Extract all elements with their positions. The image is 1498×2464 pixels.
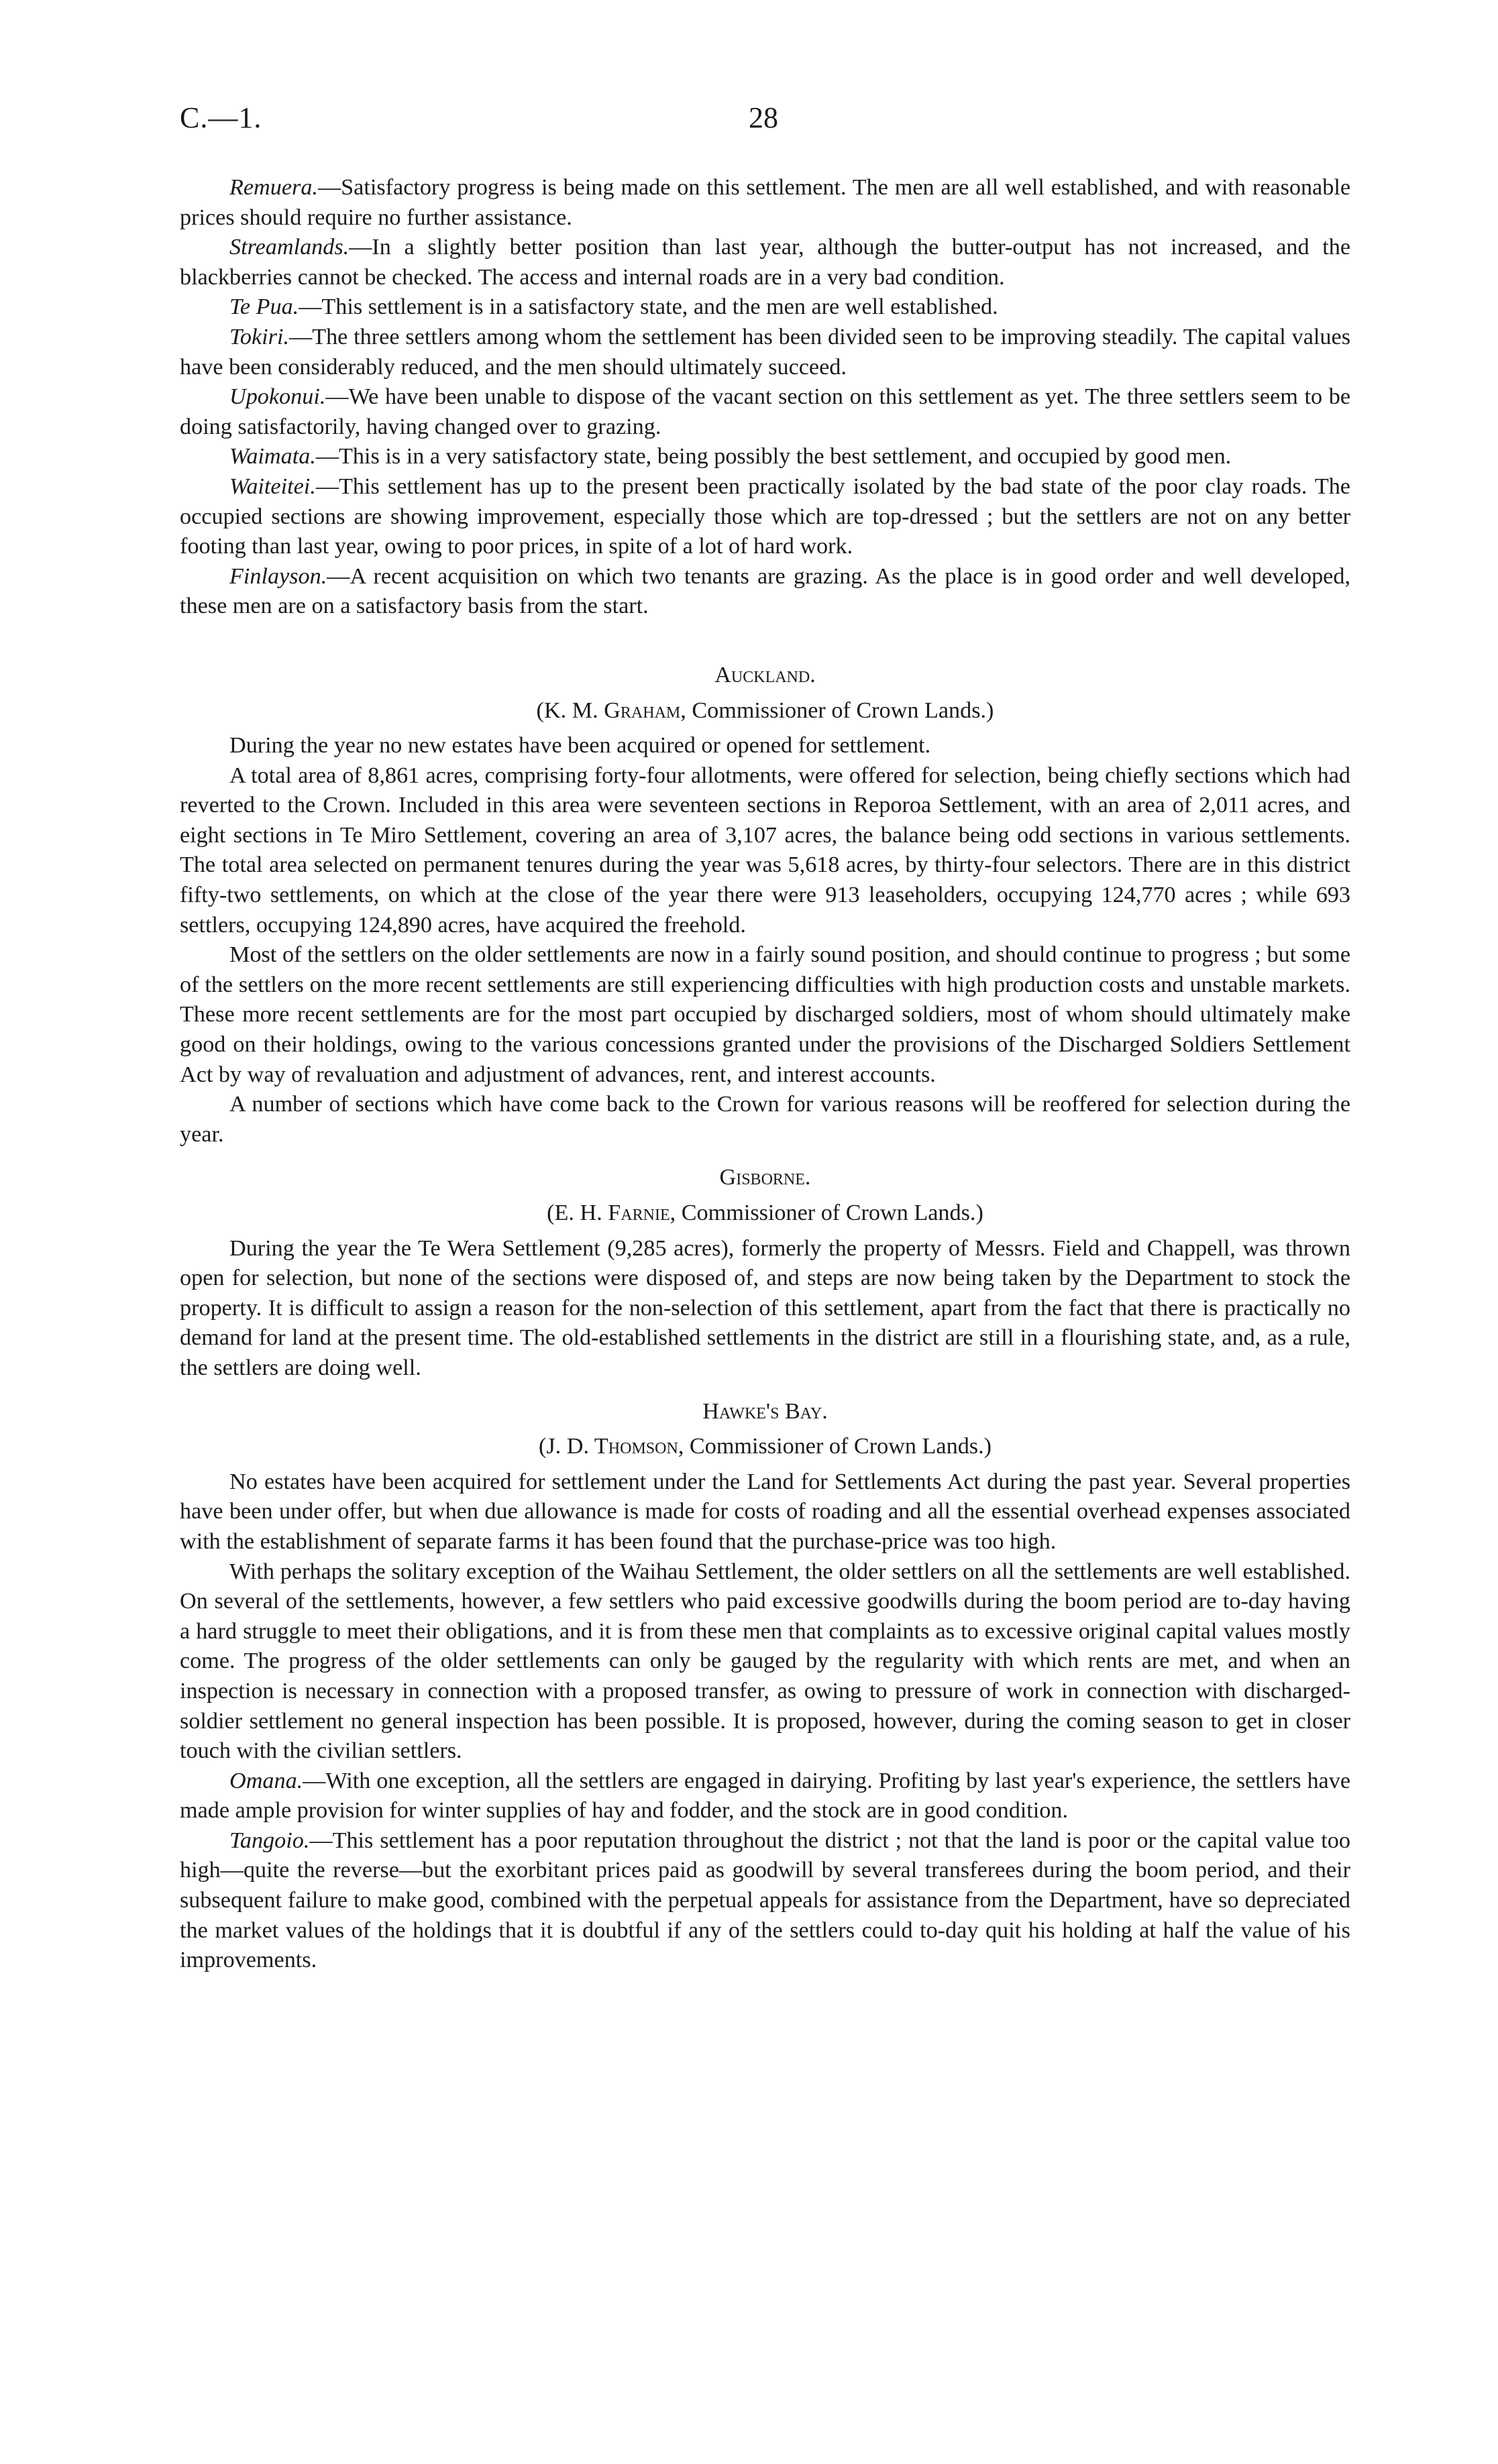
section-spacer bbox=[180, 1462, 1350, 1467]
paragraph: No estates have been acquired for settlement under the Land for Settlements Act during the past year. Several properties have been under offer, but when due allowance is made for costs of roading and all the essential overhead expenses associated with the establishment of separate farms it has been found that the purchase-price was too high. bbox=[180, 1469, 1350, 1554]
settlement-name: Upokonui. bbox=[229, 384, 326, 410]
section-heading-hawkes-bay: Hawke's Bay. bbox=[702, 1398, 828, 1424]
section-spacer bbox=[180, 726, 1350, 731]
settlement-text: —This settlement is in a satisfactory state, and the men are well established. bbox=[299, 294, 998, 320]
settlement-paragraph bbox=[180, 323, 1350, 382]
settlement-name: Waiteitei. bbox=[229, 473, 316, 499]
settlement-name: Remuera. bbox=[229, 175, 318, 200]
settlement-text: —With one exception, all the settlers are engaged in dairying. Profiting by last year's experience, the settlers have made ample provision for winter supplies of hay and fodder, and the stock are in good condition. bbox=[180, 1768, 1350, 1824]
settlement-paragraph bbox=[180, 233, 1350, 292]
byline-title: , Commissioner of Crown Lands.) bbox=[678, 1434, 992, 1459]
settlement-paragraph bbox=[180, 382, 1350, 442]
byline-open: ( bbox=[536, 697, 544, 723]
page-header bbox=[180, 101, 1354, 141]
section-heading-auckland: Auckland. bbox=[714, 662, 816, 687]
settlement-paragraph bbox=[180, 1767, 1350, 1826]
page-number: 28 bbox=[749, 101, 778, 134]
document-reference: C.—1. bbox=[180, 101, 262, 134]
settlement-text: —This settlement has up to the present been practically isolated by the bad state of the poor clay roads. The occupied sections are showing improvement, especially those which are top-dressed ; but the settlers are not on any better footing than last year, owing to poor prices, in spite of a lot of hard work. bbox=[180, 473, 1350, 559]
section-spacer bbox=[180, 1426, 1350, 1432]
byline-title: , Commissioner of Crown Lands.) bbox=[670, 1200, 983, 1225]
settlement-paragraph bbox=[180, 562, 1350, 622]
section-spacer bbox=[180, 622, 1350, 661]
settlement-paragraph bbox=[180, 472, 1350, 562]
section-heading-gisborne: Gisborne. bbox=[719, 1165, 811, 1190]
commissioner-byline bbox=[180, 1432, 1350, 1462]
settlement-text: —This settlement has a poor reputation throughout the district ; not that the land is poor or the capital value too high—quite the reverse—but the exorbitant prices paid as goodwill by several transferees during the boom period, and their subsequent failure to make good, combined with the perpetual appeals for assistance from the Department, have so depreciated the market values of the holdings that it is doubtful if any of the settlers could to-day quit his holding at half the value of his improvements. bbox=[180, 1828, 1350, 1973]
settlement-text: —This is in a very satisfactory state, being possibly the best settlement, and occupied by good men. bbox=[315, 444, 1232, 469]
section-spacer bbox=[180, 1229, 1350, 1234]
commissioner-name: K. M. Graham bbox=[543, 697, 681, 723]
body-text bbox=[180, 173, 1350, 1976]
settlement-name: Omana. bbox=[229, 1768, 303, 1793]
settlement-name: Te Pua. bbox=[229, 294, 299, 320]
paragraph: During the year the Te Wera Settlement (9,285 acres), formerly the property of Messrs. Field and Chappell, was thrown open for selection, but none of the sections were disposed of, and steps are now being taken by the Department to stock the property. It is difficult to assign a reason for the non-selection of this settlement, apart from the fact that there is practically no demand for land at the present time. The old-established settlements in the district are still in a flourishing state, and, as a rule, the settlers are doing well. bbox=[180, 1235, 1350, 1380]
settlement-name: Finlayson. bbox=[229, 563, 327, 589]
paragraph: During the year no new estates have been acquired or opened for settlement. bbox=[229, 733, 931, 759]
byline-title: , Commissioner of Crown Lands.) bbox=[680, 697, 994, 723]
settlement-name: Tokiri. bbox=[229, 324, 289, 349]
settlement-text: —The three settlers among whom the settlement has been divided seen to be improving steadily. The capital values have been considerably reduced, and the men should ultimately succeed. bbox=[180, 324, 1350, 380]
section-spacer bbox=[180, 1193, 1350, 1198]
settlement-text: —Satisfactory progress is being made on this settlement. The men are all well established, and with reasonable prices should require no further assistance. bbox=[180, 175, 1350, 230]
byline-open: ( bbox=[547, 1200, 555, 1225]
settlement-name: Tangoio. bbox=[229, 1828, 310, 1853]
paragraph: With perhaps the solitary exception of the Waihau Settlement, the older settlers on all the settlements are well established. On several of the settlements, however, a few settlers who paid excessive goodwills during the boom period are to-day having a hard struggle to meet their obligations, and it is from these men that complaints as to excessive original capital values mostly come. The progress of the older settlements can only be gauged by the regularity with which rents are met, and when an inspection is necessary in connection with a proposed transfer, as owing to pressure of work in connection with discharged-soldier settlement no general inspection has been possible. It is proposed, however, during the coming season to get in closer touch with the civilian settlers. bbox=[180, 1559, 1350, 1764]
section-spacer bbox=[180, 691, 1350, 696]
commissioner-name: J. D. Thomson bbox=[546, 1434, 678, 1459]
section-spacer bbox=[180, 1150, 1350, 1163]
settlement-paragraph bbox=[180, 292, 1350, 323]
paragraph: A total area of 8,861 acres, comprising forty-four allotments, were offered for selection, being chiefly sections which had reverted to the Crown. Included in this area were seventeen sections in Reporoa Settlement, with an area of 2,011 acres, and eight sections in Te Miro Settlement, covering an area of 3,107 acres, the balance being odd sections in various settlements. The total area selected on permanent tenures during the year was 5,618 acres, by thirty-four selectors. There are in this district fifty-two settlements, on which at the close of the year there were 913 leaseholders, occupying 124,770 acres ; while 693 settlers, occupying 124,890 acres, have acquired the freehold. bbox=[180, 763, 1350, 938]
settlement-name: Waimata. bbox=[229, 444, 316, 469]
settlement-name: Streamlands. bbox=[229, 235, 350, 260]
paragraph: A number of sections which have come back to the Crown for various reasons will be reoffered for selection during the year. bbox=[180, 1092, 1350, 1147]
settlement-text: —We have been unable to dispose of the vacant section on this settlement as yet. The three settlers seem to be doing satisfactorily, having changed over to grazing. bbox=[180, 384, 1350, 439]
settlement-text: —In a slightly better position than last year, although the butter-output has not increased, and the blackberries cannot be checked. The access and internal roads are in a very bad condition. bbox=[180, 235, 1350, 290]
settlement-paragraph bbox=[180, 442, 1350, 472]
section-spacer bbox=[180, 1384, 1350, 1397]
paragraph: Most of the settlers on the older settlements are now in a fairly sound position, and should continue to progress ; but some of the settlers on the more recent settlements are still experiencing difficulties with high production costs and unstable markets. These more recent settlements are for the most part occupied by discharged soldiers, most of whom should ultimately make good on their holdings, owing to the various concessions granted under the provisions of the Discharged Soldiers Settlement Act by way of revaluation and adjustment of advances, rent, and interest accounts. bbox=[180, 942, 1350, 1087]
commissioner-byline bbox=[180, 1198, 1350, 1229]
settlement-text: —A recent acquisition on which two tenants are grazing. As the place is in good order and well developed, these men are on a satisfactory basis from the start. bbox=[180, 563, 1350, 619]
settlement-paragraph bbox=[180, 173, 1350, 233]
commissioner-name: E. H. Farnie bbox=[554, 1200, 670, 1225]
byline-open: ( bbox=[538, 1434, 547, 1459]
settlement-paragraph bbox=[180, 1826, 1350, 1976]
commissioner-byline bbox=[180, 696, 1350, 726]
